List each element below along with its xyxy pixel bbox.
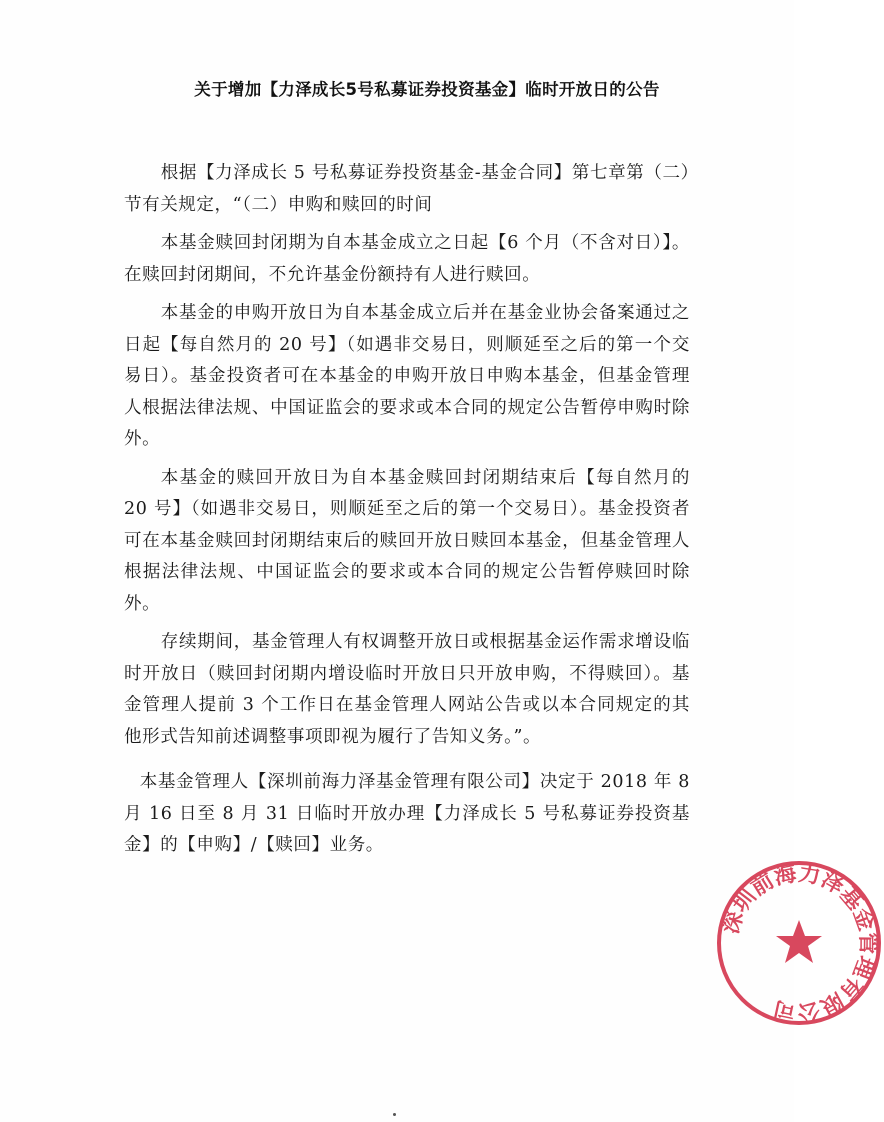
company-seal	[714, 858, 884, 1028]
document-title: 关于增加【力泽成长5号私募证券投资基金】临时开放日的公告	[194, 80, 660, 99]
paragraph-adjustment-clause: 存续期间，基金管理人有权调整开放日或根据基金运作需求增设临时开放日（赎回封闭期内增设临时开放日只开放申购，不得赎回）。基金管理人提前 3 个工作日在基金管理人网站公告或以本合同规定的其他形式告知前述调整事项即视为履行了告知义务。”。	[124, 632, 690, 747]
scan-speck	[393, 1113, 396, 1116]
paragraph-redemption-open-day: 本基金的赎回开放日为自本基金赎回封闭期结束后【每自然月的 20 号】（如遇非交易日，则顺延至之后的第一个交易日）。基金投资者可在本基金赎回封闭期结束后的赎回开放日赎回本基金，但基金管理人根据法律法规、中国证监会的要求或本合同的规定公告暂停赎回时除外。	[124, 467, 690, 614]
seal-star-icon	[776, 920, 822, 963]
paragraph-contract-reference: 根据【力泽成长 5 号私募证券投资基金-基金合同】第七章第（二）节有关规定，“（二）申购和赎回的时间	[124, 163, 690, 215]
paragraph-redemption-closed-period: 本基金赎回封闭期为自本基金成立之日起【6 个月（不含对日）】。在赎回封闭期间，不允许基金份额持有人进行赎回。	[124, 233, 690, 285]
seal-text: 深圳前海力泽基金管理有限公司	[718, 861, 881, 1025]
paragraph-announcement-decision: 本基金管理人【深圳前海力泽基金管理有限公司】决定于 2018 年 8 月 16 日至 8 月 31 日临时开放办理【力泽成长 5 号私募证券投资基金】的【申购】/【赎回】业务。	[124, 772, 690, 855]
paragraph-subscription-open-day: 本基金的申购开放日为自本基金成立后并在基金业协会备案通过之日起【每自然月的 20 号】（如遇非交易日，则顺延至之后的第一个交易日）。基金投资者可在本基金的申购开放日申购本基金，但基金管理人根据法律法规、中国证监会的要求或本合同的规定公告暂停申购时除外。	[124, 303, 690, 449]
document-body	[124, 158, 690, 862]
